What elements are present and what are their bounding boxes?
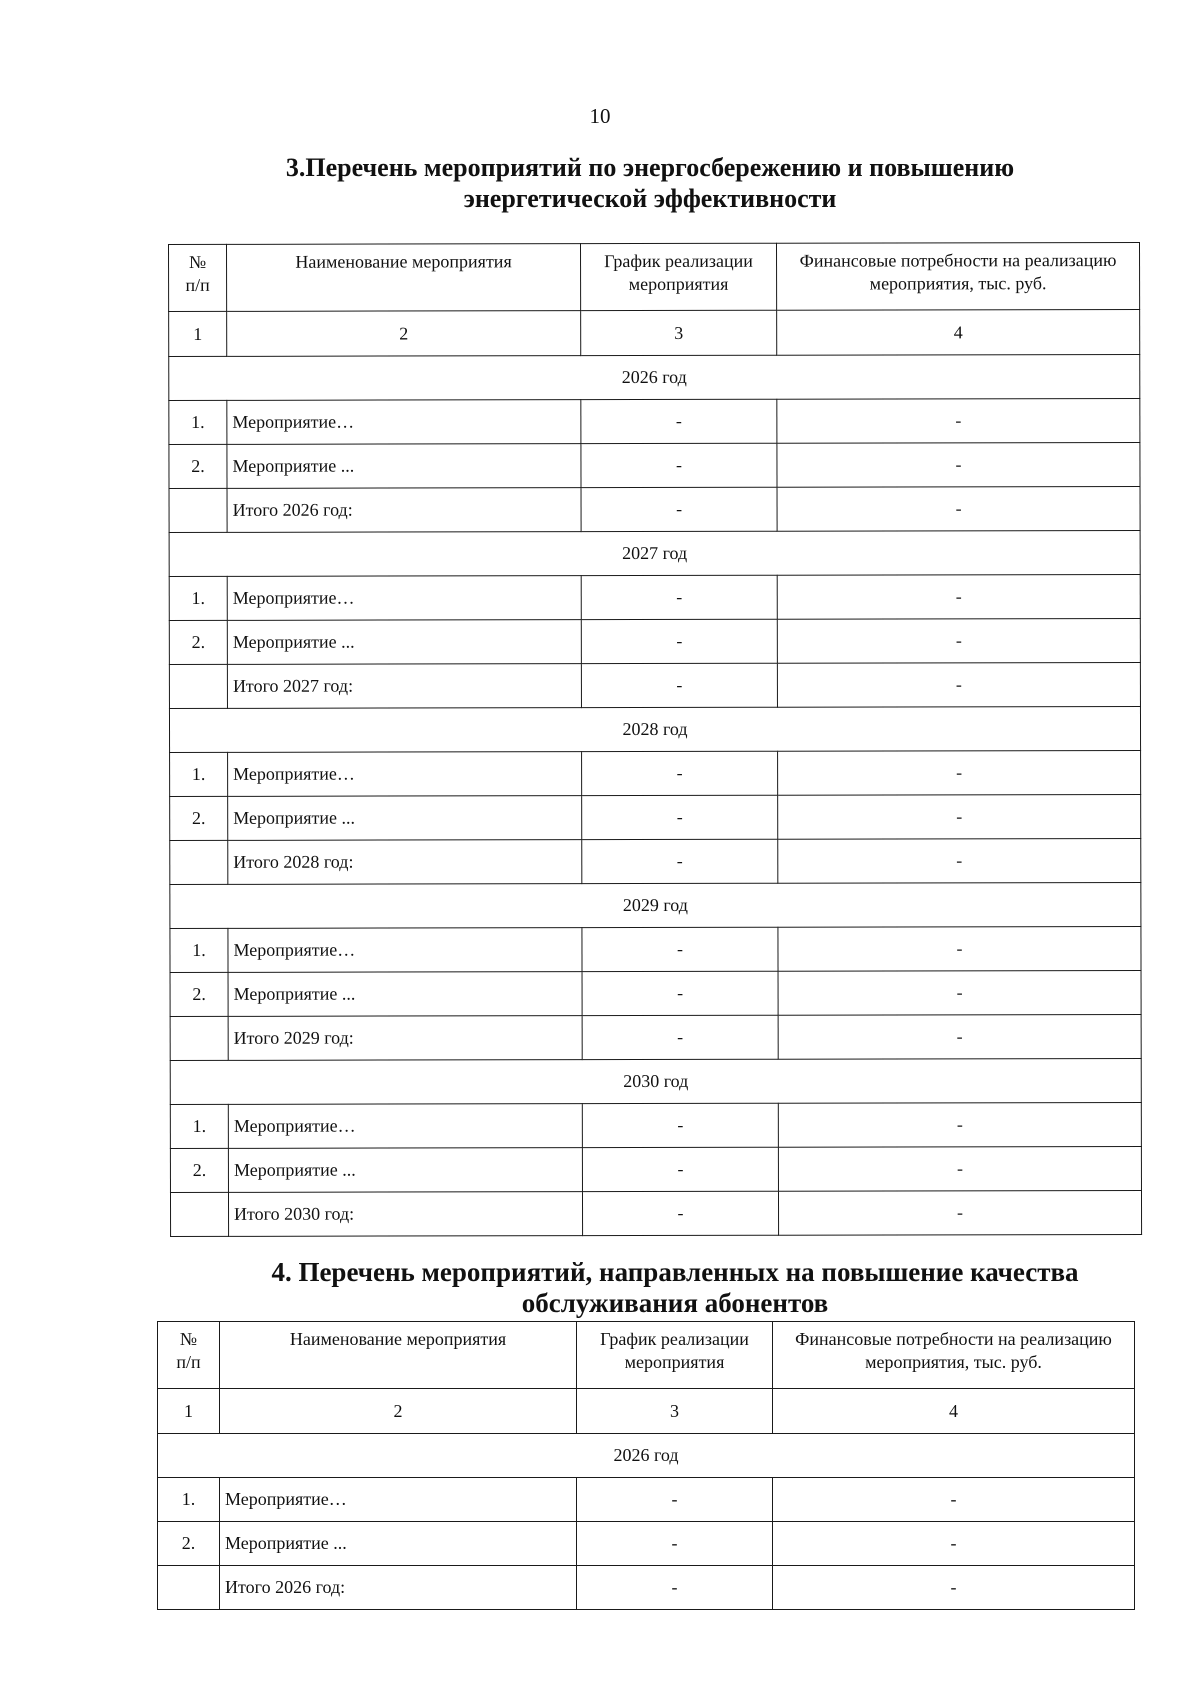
finance-value: - (777, 442, 1140, 487)
column-number: 2 (220, 1389, 577, 1434)
schedule-value: - (581, 443, 777, 487)
column-header (773, 1322, 1135, 1389)
section-4-title-line: 4. Перечень мероприятий, направленных на повышение качества (271, 1257, 1079, 1287)
finance-value: - (777, 618, 1140, 663)
total-row (169, 486, 1140, 532)
finance-value: - (778, 1014, 1141, 1059)
finance-value: - (777, 662, 1140, 707)
column-number-row (158, 1389, 1135, 1434)
total-row (170, 1190, 1141, 1236)
measure-name: Мероприятие… (220, 1478, 577, 1522)
column-header (227, 244, 581, 312)
schedule-value: - (581, 619, 777, 663)
finance-value: - (777, 486, 1140, 531)
column-header (776, 242, 1139, 310)
finance-value: - (777, 574, 1140, 619)
measure-row (158, 1522, 1135, 1566)
column-number: 1 (158, 1389, 220, 1434)
column-number-row (169, 309, 1140, 356)
total-row (170, 838, 1141, 884)
year-row (169, 706, 1140, 752)
row-number: 2. (158, 1522, 220, 1566)
finance-value: - (778, 838, 1141, 883)
schedule-value: - (581, 575, 777, 619)
measure-row (170, 1102, 1141, 1148)
finance-value: - (777, 398, 1140, 443)
year-row (169, 354, 1140, 400)
column-header-text: График реализации (604, 250, 753, 272)
year-row (169, 530, 1140, 576)
measure-name: Итого 2027 год: (227, 664, 581, 709)
measure-name: Мероприятие… (228, 928, 582, 973)
schedule-value: - (582, 795, 778, 839)
measure-row (169, 442, 1140, 488)
finance-value: - (778, 1146, 1141, 1191)
measure-row (170, 970, 1141, 1016)
schedule-value: - (582, 839, 778, 883)
column-header (220, 1322, 577, 1389)
section-4-title-line: обслуживания абонентов (521, 1288, 829, 1318)
measure-name: Мероприятие… (227, 576, 581, 621)
column-header-text: № (188, 251, 207, 272)
row-number: 2. (170, 796, 228, 840)
column-header-text: мероприятия, тыс. руб. (869, 273, 1047, 294)
energy-saving-measures-table (168, 242, 1142, 1237)
measure-row (170, 750, 1141, 796)
schedule-value: - (581, 663, 777, 707)
measure-name: Итого 2026 год: (220, 1566, 577, 1610)
year-label: 2028 год (169, 706, 1140, 752)
row-number (170, 1016, 228, 1060)
measure-name: Мероприятие ... (227, 444, 581, 489)
schedule-value: - (582, 927, 778, 971)
section-3-title (230, 152, 1070, 214)
measure-name: Мероприятие ... (228, 1148, 582, 1193)
finance-value: - (778, 1102, 1141, 1147)
row-number: 2. (169, 620, 227, 664)
column-number: 3 (581, 310, 777, 355)
schedule-value: - (582, 1015, 778, 1059)
column-header-text: мероприятия, тыс. руб. (865, 1352, 1042, 1372)
column-number: 1 (169, 311, 227, 356)
row-number (170, 840, 228, 884)
measure-name: Мероприятие ... (227, 620, 581, 665)
measure-name: Итого 2030 год: (228, 1192, 582, 1237)
row-number: 1. (170, 928, 228, 972)
finance-value: - (778, 794, 1141, 839)
measure-name: Итого 2028 год: (228, 840, 582, 885)
year-label: 2029 год (170, 882, 1141, 928)
finance-value: - (778, 926, 1141, 971)
year-label: 2030 год (170, 1058, 1141, 1104)
measure-name: Мероприятие… (228, 1104, 582, 1149)
measure-name: Мероприятие… (228, 752, 582, 797)
total-row (170, 1014, 1141, 1060)
measure-row (169, 398, 1140, 444)
schedule-value: - (582, 751, 778, 795)
schedule-value: - (581, 399, 777, 443)
column-header (581, 243, 777, 310)
column-header-text: п/п (185, 274, 210, 295)
column-header-text: № (179, 1329, 198, 1349)
measure-name: Мероприятие… (227, 400, 581, 445)
schedule-value: - (577, 1522, 773, 1566)
finance-value: - (778, 1190, 1141, 1235)
row-number: 1. (169, 576, 227, 620)
row-number: 2. (170, 972, 228, 1016)
row-number (169, 664, 227, 708)
measure-row (170, 1146, 1141, 1192)
column-header-text: п/п (176, 1352, 201, 1372)
column-header (169, 244, 227, 311)
schedule-value: - (577, 1478, 773, 1522)
schedule-value: - (581, 487, 777, 531)
finance-value: - (773, 1522, 1135, 1566)
measure-row (170, 926, 1141, 972)
year-label: 2026 год (158, 1434, 1135, 1478)
section-3-title-line: 3.Перечень мероприятий по энергосбережению и повышению (285, 153, 1015, 182)
column-header-text: Наименование мероприятия (289, 1329, 507, 1349)
column-header-text: мероприятия (628, 273, 729, 295)
measure-name: Мероприятие ... (228, 972, 582, 1017)
header-row (158, 1322, 1135, 1389)
column-header-text: Финансовые потребности на реализацию (799, 250, 1117, 271)
measure-row (158, 1478, 1135, 1522)
row-number: 1. (170, 1104, 228, 1148)
column-number: 4 (777, 309, 1140, 355)
column-header (158, 1322, 220, 1389)
finance-value: - (778, 970, 1141, 1015)
measure-name: Мероприятие ... (220, 1522, 577, 1566)
column-number: 3 (577, 1389, 773, 1434)
row-number (170, 1192, 228, 1236)
year-label: 2026 год (169, 354, 1140, 400)
finance-value: - (773, 1478, 1135, 1522)
row-number: 1. (158, 1478, 220, 1522)
year-row (158, 1434, 1135, 1478)
column-header (577, 1322, 773, 1389)
column-header-text: График реализации (600, 1329, 749, 1349)
measure-name: Мероприятие ... (228, 796, 582, 841)
column-header-text: Наименование мероприятия (295, 251, 512, 272)
row-number: 1. (169, 400, 227, 444)
measure-row (169, 574, 1140, 620)
total-row (158, 1566, 1135, 1610)
schedule-value: - (582, 1103, 778, 1147)
row-number: 1. (170, 752, 228, 796)
column-header-text: Финансовые потребности на реализацию (795, 1329, 1112, 1349)
year-label: 2027 год (169, 530, 1140, 576)
column-number: 4 (773, 1389, 1135, 1434)
row-number: 2. (170, 1148, 228, 1192)
schedule-value: - (582, 971, 778, 1015)
schedule-value: - (582, 1147, 778, 1191)
schedule-value: - (582, 1191, 778, 1235)
column-header-text: мероприятия (624, 1352, 725, 1372)
finance-value: - (778, 750, 1141, 795)
header-row (169, 242, 1140, 311)
row-number: 2. (169, 444, 227, 488)
finance-value: - (773, 1566, 1135, 1610)
row-number (158, 1566, 220, 1610)
measure-row (169, 618, 1140, 664)
row-number (169, 488, 227, 532)
column-number: 2 (227, 311, 581, 357)
page-number: 10 (589, 104, 611, 128)
total-row (169, 662, 1140, 708)
section-3-title-line: энергетической эффективности (463, 184, 837, 213)
measure-name: Итого 2026 год: (227, 488, 581, 533)
section-4-title (240, 1257, 1110, 1319)
schedule-value: - (577, 1566, 773, 1610)
year-row (170, 882, 1141, 928)
measure-name: Итого 2029 год: (228, 1016, 582, 1061)
service-quality-measures-table (157, 1321, 1135, 1610)
measure-row (170, 794, 1141, 840)
year-row (170, 1058, 1141, 1104)
